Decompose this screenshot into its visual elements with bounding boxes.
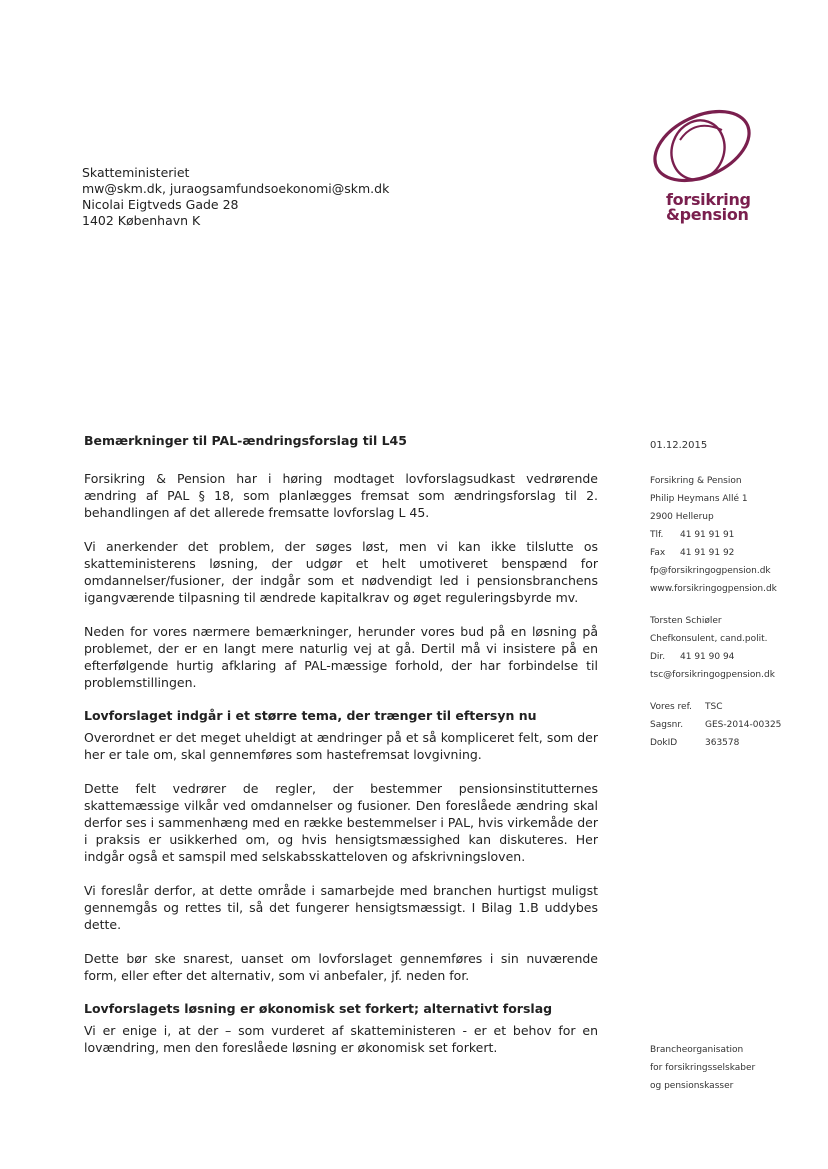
company-logo: [640, 100, 760, 235]
contact-title: Chefkonsulent, cand.polit.: [650, 634, 768, 644]
logo-swirl-icon: [640, 100, 760, 195]
dir-value: 41 91 90 94: [680, 652, 735, 662]
dir-label: Dir.: [650, 652, 666, 662]
footer-line: Brancheorganisation: [650, 1045, 744, 1055]
fax-label: Fax: [650, 548, 666, 558]
dokid-label: DokID: [650, 738, 678, 748]
recipient-address: [82, 165, 389, 229]
letter-title: Bemærkninger til PAL-ændringsforslag til L45: [84, 433, 407, 448]
fax-value: 41 91 91 92: [680, 548, 735, 558]
reference-info: [650, 698, 781, 752]
letter-date: 01.12.2015: [650, 440, 708, 451]
contact-info: [650, 612, 775, 684]
tlf-value: 41 91 91 91: [680, 530, 735, 540]
tlf-label: Tlf.: [650, 530, 664, 540]
recipient-name: Skatteministeriet: [82, 165, 190, 180]
paragraph: Dette bør ske snarest, uanset om lovforslaget gennemføres i sin nuværende form, eller efter det alternativ, som vi anbefaler, jf. neden for.: [84, 951, 598, 983]
footer-line: for forsikringsselskaber: [650, 1063, 756, 1073]
sagsnr-value: GES-2014-00325: [705, 720, 782, 730]
footer-line: og pensionskasser: [650, 1081, 734, 1091]
logo-text-line1: forsikring: [666, 190, 751, 209]
sender-org: Forsikring & Pension: [650, 476, 742, 486]
contact-email: tsc@forsikringogpension.dk: [650, 670, 775, 680]
recipient-street: Nicolai Eigtveds Gade 28: [82, 197, 239, 212]
section-heading: Lovforslagets løsning er økonomisk set forkert; alternativt forslag: [84, 1001, 553, 1016]
sender-web: www.forsikringogpension.dk: [650, 584, 777, 594]
ref-label: Vores ref.: [650, 702, 692, 712]
section-heading: Lovforslaget indgår i et større tema, der trænger til eftersyn nu: [84, 708, 537, 723]
sagsnr-label: Sagsnr.: [650, 720, 684, 730]
paragraph: Vi er enige i, at der – som vurderet af skatteministeren - er et behov for en lovændring, men den foreslåede løsning er økonomisk set forkert.: [84, 1023, 598, 1055]
paragraph: Forsikring & Pension har i høring modtaget lovforslagsudkast vedrørende ændring af PAL § 18, som planlægges fremsat som ændringsforslag til 2. behandlingen af det allerede fremsatte lovforslag L 45.: [84, 471, 598, 520]
dokid-value: 363578: [705, 738, 740, 748]
org-footer: [650, 1041, 755, 1095]
recipient-email: mw@skm.dk, juraogsamfundsoekonomi@skm.dk: [82, 181, 390, 196]
letter-body: [84, 433, 598, 1073]
paragraph: Neden for vores nærmere bemærkninger, herunder vores bud på en løsning på problemet, der er en langt mere naturlig vej at gå. Dertil må vi insistere på en efterfølgende hurtig afklaring af PAL-mæssige forhold, der har forbindelse til problemstillingen.: [84, 624, 598, 690]
sender-info: [650, 472, 777, 598]
ref-value: TSC: [705, 702, 723, 712]
contact-name: Torsten Schiøler: [650, 616, 722, 626]
sender-street: Philip Heymans Allé 1: [650, 494, 748, 504]
sender-city: 2900 Hellerup: [650, 512, 714, 522]
logo-text-line2: &pension: [666, 205, 749, 224]
recipient-city: 1402 København K: [82, 213, 201, 228]
sender-email: fp@forsikringogpension.dk: [650, 566, 771, 576]
paragraph: Dette felt vedrører de regler, der bestemmer pensionsinstitutternes skattemæssige vilkår ved omdannelser og fusioner. Den foreslåede ændring skal derfor ses i sammenhæng med en række bestemmelser i PAL, hvis virkemåde der i praksis er usikkerhed om, og hvis hensigtsmæssighed kan diskuteres. Her indgår også et samspil med selskabsskatteloven og afskrivningsloven.: [84, 781, 598, 864]
paragraph: Vi foreslår derfor, at dette område i samarbejde med branchen hurtigst muligst gennemgås og rettes til, så det fungerer hensigtsmæssigt. I Bilag 1.B uddybes dette.: [84, 883, 598, 932]
paragraph: Overordnet er det meget uheldigt at ændringer på et så kompliceret felt, som der her er tale om, skal gennemføres som hastefremsat lovgivning.: [84, 730, 598, 762]
paragraph: Vi anerkender det problem, der søges løst, men vi kan ikke tilslutte os skatteministerens løsning, der udgør et helt umotiveret benspænd for omdannelser/fusioner, der indgår som et nødvendigt led i pensionsbranchens igangværende tilpasning til ændrede kapitalkrav og øget reguleringsbyrde mv.: [84, 539, 598, 605]
